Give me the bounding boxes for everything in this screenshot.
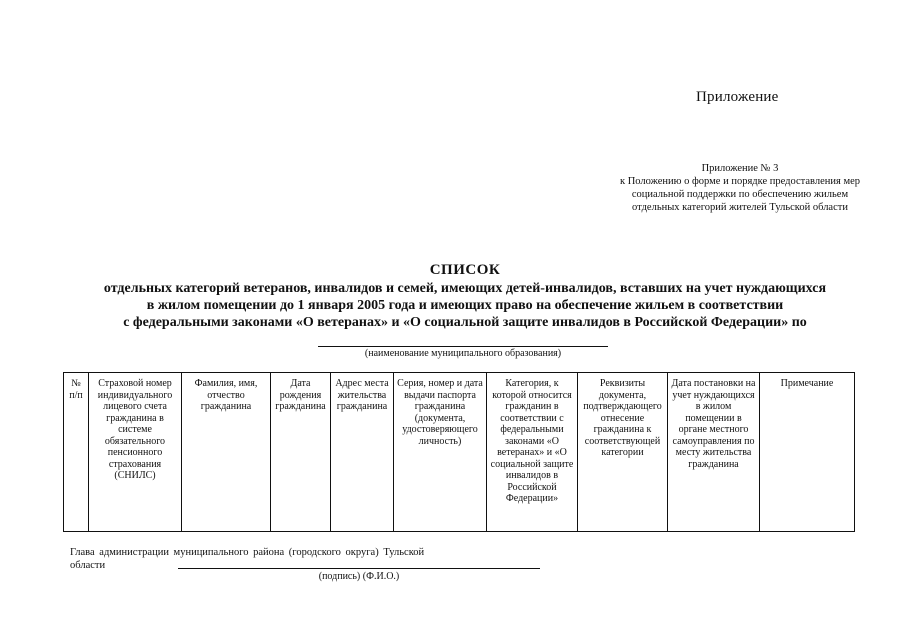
title-line-3: с федеральными законами «О ветеранах» и «О социальной защите инвалидов в Российской Федерации» по [123, 315, 807, 330]
signature-blank-line [178, 568, 540, 569]
column-header-address: Адрес места жительства гражданина [331, 373, 394, 532]
annex-line-1: к Положению о форме и порядке предоставления мер [620, 176, 860, 187]
column-header-document-details: Реквизиты документа, подтверждающего отнесение гражданина к соответствующей категории [578, 373, 668, 532]
column-header-note: Примечание [760, 373, 855, 532]
column-header-number: № п/п [64, 373, 89, 532]
document-title [40, 260, 890, 331]
column-header-full-name: Фамилия, имя, отчество гражданина [182, 373, 271, 532]
footer-line-2: области [70, 560, 106, 571]
annex-number: Приложение № 3 [701, 163, 779, 174]
municipality-blank-line [318, 346, 608, 347]
footer-line-1: Глава администрации муниципального района (городского округа) Тульской [70, 547, 425, 558]
registry-table [63, 372, 855, 532]
title-main: СПИСОК [429, 262, 501, 278]
municipality-caption: (наименование муниципального образования) [364, 348, 562, 359]
annex-block [612, 162, 868, 214]
column-header-passport: Серия, номер и дата выдачи паспорта гражданина (документа, удостоверяющего личность) [394, 373, 487, 532]
title-line-1: отдельных категорий ветеранов, инвалидов и семей, имеющих детей-инвалидов, вставших на учет нуждающихся [103, 281, 827, 296]
column-header-registration-date: Дата постановки на учет нуждающихся в жилом помещении в органе местного самоуправления по месту жительства гражданина [668, 373, 760, 532]
column-header-snils: Страховой номер индивидуального лицевого счета гражданина в системе обязательного пенсионного страхования (СНИЛС) [89, 373, 182, 532]
title-line-2: в жилом помещении до 1 января 2005 года и имеющих право на обеспечение жильем в соответствии [146, 298, 784, 313]
annex-line-3: отдельных категорий жителей Тульской области [632, 202, 848, 213]
signature-caption: (подпись) (Ф.И.О.) [318, 571, 400, 582]
table-header-row [64, 373, 855, 532]
appendix-label: Приложение [696, 89, 779, 105]
column-header-birth-date: Дата рождения гражданина [271, 373, 331, 532]
annex-line-2: социальной поддержки по обеспечению жильем [631, 189, 849, 200]
column-header-category: Категория, к которой относится гражданин в соответствии с федеральными законами «О ветеранах» и «О социальной защите инвалидов в Российской Федерации» [487, 373, 578, 532]
